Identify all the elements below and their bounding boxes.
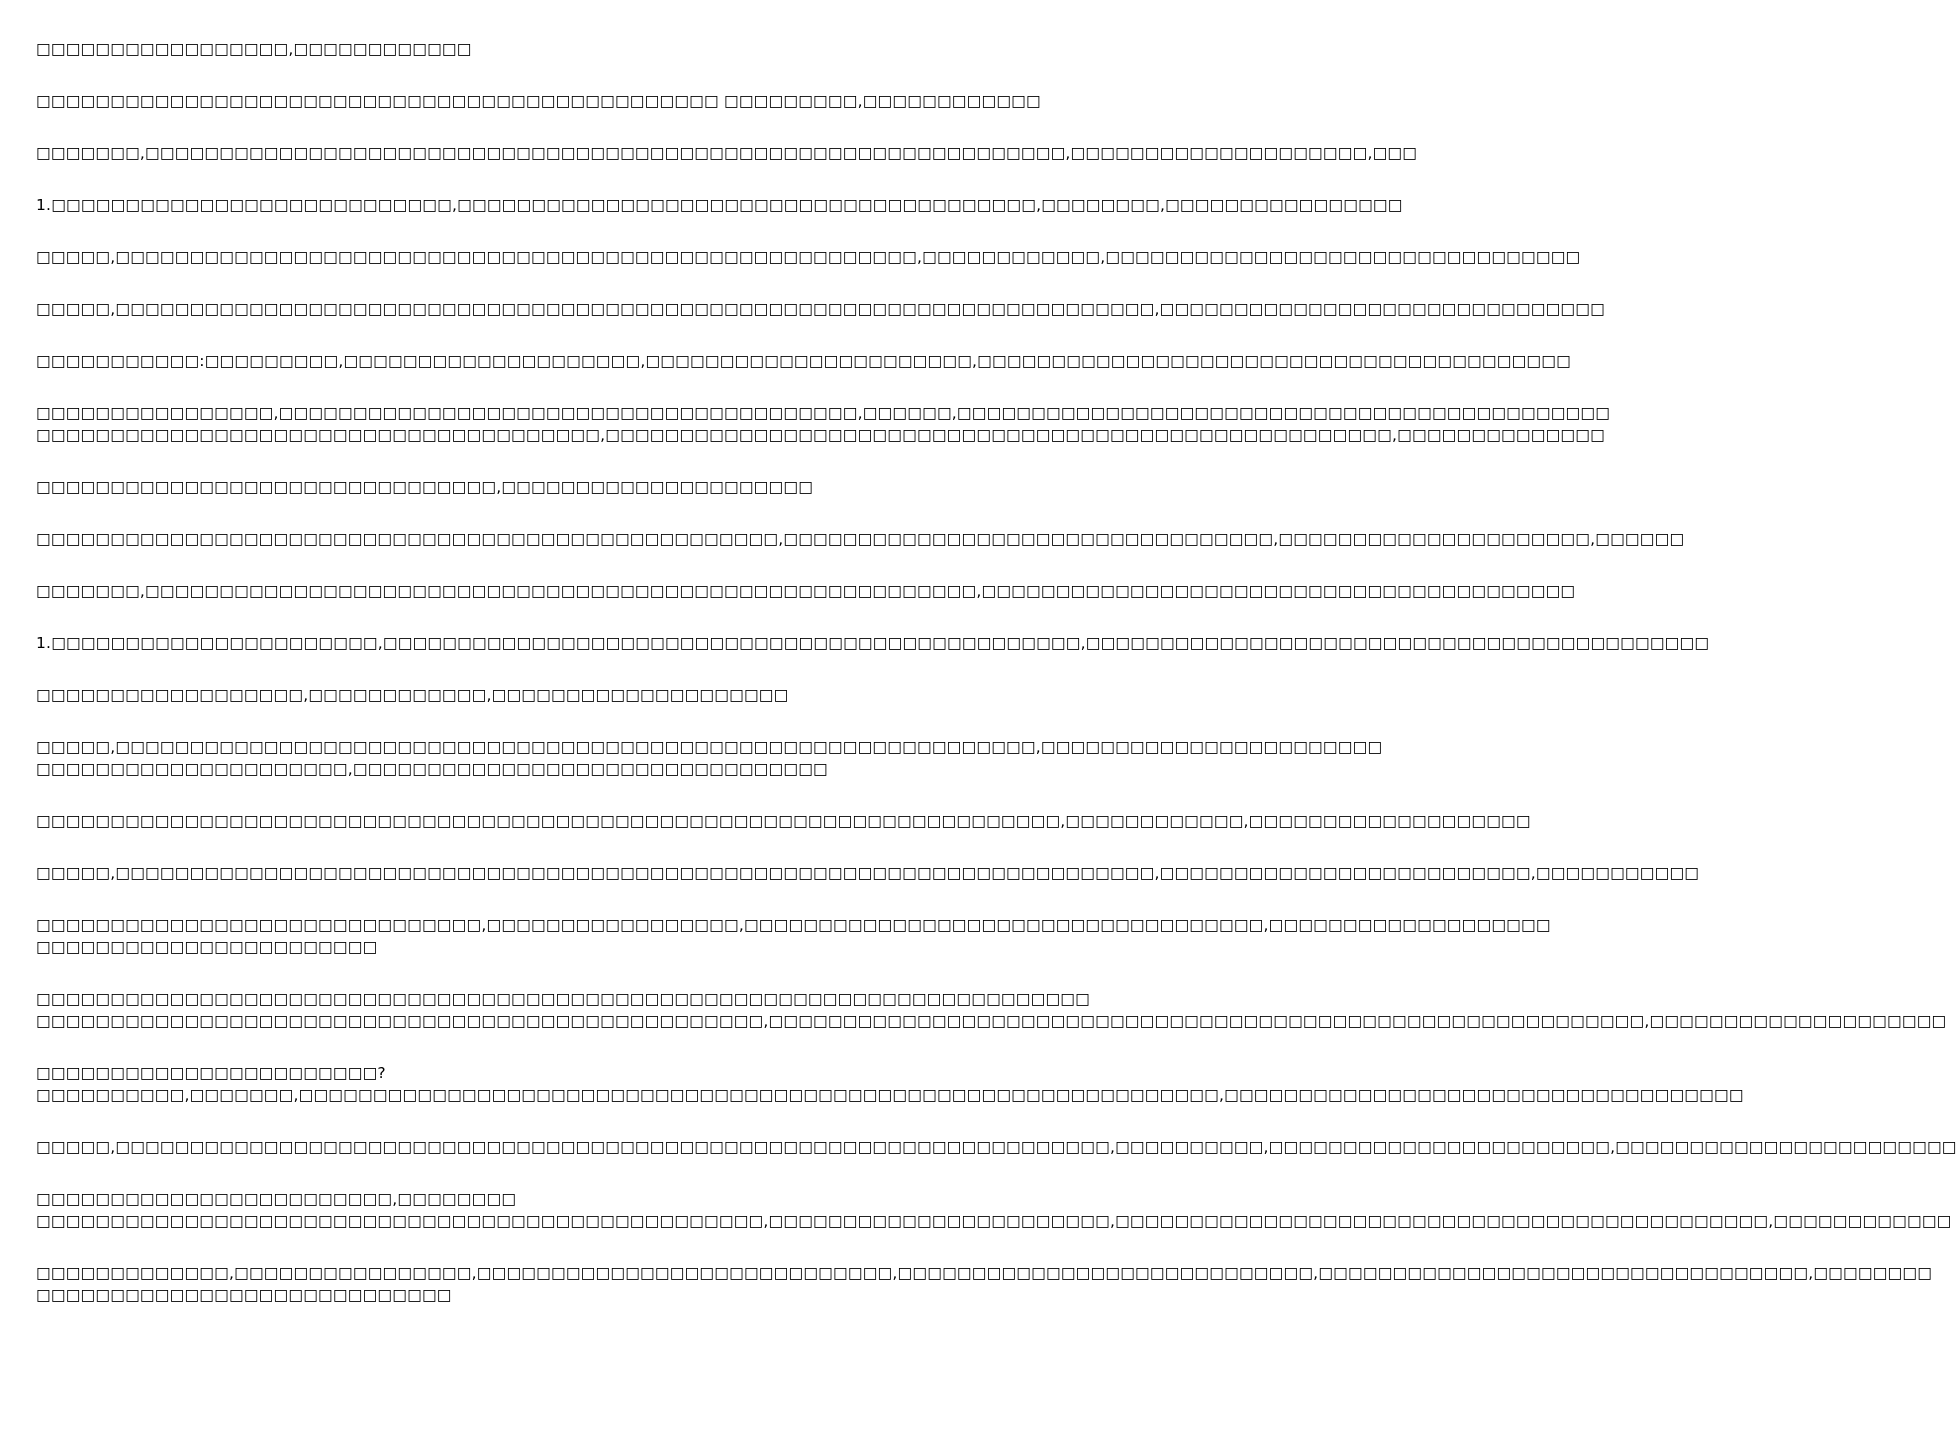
paragraph bbox=[36, 1188, 1952, 1232]
text-line: □□□□□□□□□□□□□□□□□□□□□□□□,□□□□□□□□ bbox=[36, 1190, 517, 1208]
paragraph bbox=[36, 246, 1581, 268]
text-line: □□□□□□□□□□□□□,□□□□□□□□□□□□□□□□,□□□□□□□□□□□□□□□□□□□□□□□□□□□□,□□□□□□□□□□□□□□□□□□□□□□□□□□□□,□□□□□□□□□□□□□□□□□□□□□□□□□□□□□□□□□,□□□□□□□□ bbox=[36, 1264, 1933, 1282]
text-line: □□□□□□□□□□,□□□□□□□,□□□□□□□□□□□□□□□□□□□□□□□□□□□□□□□□□□□□□□□□□□□□□□□□□□□□□□□□□□□□□□,□□□□□□□□□□□□□□□□□□□□□□□□□□□□□□□□□□□ bbox=[36, 1086, 1744, 1104]
paragraph bbox=[36, 194, 1403, 216]
text-line: □□□□□□□□□□□□□□□□□□□□□□□ bbox=[36, 938, 378, 956]
text-line: □□□□□,□□□□□□□□□□□□□□□□□□□□□□□□□□□□□□□□□□□□□□□□□□□□□□□□□□□□□□□□□□□□□□,□□□□□□□□□□□□□□□□□□□□□□□ bbox=[36, 738, 1383, 756]
text-line: □□□□□□□□□□□□□□□□□□□□□□□□□□□□□□□□□□□□□□□□□□□□□□□□□□,□□□□□□□□□□□□□□□□□□□□□□□□□□□□□□□□□,□□□□□□□□□□□□□□□□□□□□□,□□□□□□ bbox=[36, 530, 1685, 548]
text-line: □□□□□□□□□□□□□□□□□□□□□,□□□□□□□□□□□□□□□□□□□□□□□□□□□□□□□□ bbox=[36, 760, 828, 778]
document-body bbox=[36, 38, 1957, 1336]
text-line: □□□□□□□,□□□□□□□□□□□□□□□□□□□□□□□□□□□□□□□□□□□□□□□□□□□□□□□□□□□□□□□□,□□□□□□□□□□□□□□□□□□□□□□□□□□□□□□□□□□□□□□□□ bbox=[36, 582, 1576, 600]
paragraph bbox=[36, 1136, 1957, 1158]
text-line: □□□□□□□□□□□□□□□□□□□□□□□? bbox=[36, 1064, 386, 1082]
paragraph bbox=[36, 350, 1571, 372]
text-line: □□□□□□□□□□□□□□□□□□□□□□□□□□□□□□□,□□□□□□□□□□□□□□□□□□□□□ bbox=[36, 478, 814, 496]
paragraph bbox=[36, 402, 1611, 446]
text-line: □□□□□□□□□□□□□□□□□,□□□□□□□□□□□□ bbox=[36, 40, 472, 58]
paragraph bbox=[36, 580, 1576, 602]
text-line: □□□□□,□□□□□□□□□□□□□□□□□□□□□□□□□□□□□□□□□□□□□□□□□□□□□□□□□□□□□□,□□□□□□□□□□□□,□□□□□□□□□□□□□□□□□□□□□□□□□□□□□□□□ bbox=[36, 248, 1581, 266]
text-line: 1.□□□□□□□□□□□□□□□□□□□□□□,□□□□□□□□□□□□□□□□□□□□□□□□□□□□□□□□□□□□□□□□□□□□□□□,□□□□□□□□□□□□□□□□□□□□□□□□□□□□□□□□□□□□□□□□□□ bbox=[36, 634, 1710, 652]
text-line: □□□□□□□□□□□□□□□□,□□□□□□□□□□□□□□□□□□□□□□□□□□□□□□□□□□□□□□□,□□□□□□,□□□□□□□□□□□□□□□□□□□□□□□□□□□□□□□□□□□□□□□□□□□□ bbox=[36, 404, 1611, 422]
text-line: □□□□□,□□□□□□□□□□□□□□□□□□□□□□□□□□□□□□□□□□□□□□□□□□□□□□□□□□□□□□□□□□□□□□□□□□□,□□□□□□□□□□,□□□□□□□□□□□□□□□□□□□□□□□,□□□□□□□□□□□□□□□□□□□□□□□ bbox=[36, 1138, 1957, 1156]
text-line: □□□□□□□□□□□□□□□□□□,□□□□□□□□□□□□,□□□□□□□□□□□□□□□□□□□□ bbox=[36, 686, 789, 704]
text-line: □□□□□□□,□□□□□□□□□□□□□□□□□□□□□□□□□□□□□□□□□□□□□□□□□□□□□□□□□□□□□□□□□□□□□□,□□□□□□□□□□□□□□□□□□□□,□□□ bbox=[36, 144, 1418, 162]
text-line: □□□□□,□□□□□□□□□□□□□□□□□□□□□□□□□□□□□□□□□□□□□□□□□□□□□□□□□□□□□□□□□□□□□□□□□□□□□□,□□□□□□□□□□□□□□□□□□□□□□□□□,□□□□□□□□□□□ bbox=[36, 864, 1700, 882]
text-line: □□□□□,□□□□□□□□□□□□□□□□□□□□□□□□□□□□□□□□□□□□□□□□□□□□□□□□□□□□□□□□□□□□□□□□□□□□□□,□□□□□□□□□□□□□□□□□□□□□□□□□□□□□□ bbox=[36, 300, 1605, 318]
paragraph bbox=[36, 142, 1418, 164]
text-line: □□□□□□□□□□□□□□□□□□□□□□□□□□□□□□□□□□□□□□□□□□□□□□□□□□□□□□□□□□□□□□□□□□□□□,□□□□□□□□□□□□,□□□□□□□□□□□□□□□□□□□ bbox=[36, 812, 1531, 830]
paragraph bbox=[36, 528, 1685, 550]
paragraph bbox=[36, 914, 1551, 958]
text-line: □□□□□□□□□□□□□□□□□□□□□□□□□□□□□□□□□□□□□□□□□□□□□□ □□□□□□□□□,□□□□□□□□□□□□ bbox=[36, 92, 1041, 110]
text-line: 1.□□□□□□□□□□□□□□□□□□□□□□□□□□□,□□□□□□□□□□□□□□□□□□□□□□□□□□□□□□□□□□□□□□□,□□□□□□□□,□□□□□□□□□□□□□□□□ bbox=[36, 196, 1403, 214]
paragraph bbox=[36, 298, 1605, 320]
text-line: □□□□□□□□□□□□□□□□□□□□□□□□□□□□ bbox=[36, 1286, 452, 1304]
paragraph bbox=[36, 862, 1700, 884]
paragraph bbox=[36, 632, 1710, 654]
paragraph bbox=[36, 810, 1531, 832]
text-line: □□□□□□□□□□□□□□□□□□□□□□□□□□□□□□,□□□□□□□□□□□□□□□□□,□□□□□□□□□□□□□□□□□□□□□□□□□□□□□□□□□□□,□□□□□□□□□□□□□□□□□□□ bbox=[36, 916, 1551, 934]
paragraph bbox=[36, 736, 1383, 780]
paragraph bbox=[36, 38, 990, 60]
paragraph bbox=[36, 1262, 1933, 1306]
text-line: □□□□□□□□□□□□□□□□□□□□□□□□□□□□□□□□□□□□□□□□□□□□□□□□□,□□□□□□□□□□□□□□□□□□□□□□□□□□□□□□□□□□□□□□□□□□□□□□□□□□□□□□□□□□□,□□□□□□□□□□□□□□□□□□□□ bbox=[36, 1012, 1947, 1030]
paragraph bbox=[36, 988, 1947, 1032]
paragraph bbox=[36, 1062, 1744, 1106]
text-line: □□□□□□□□□□□:□□□□□□□□□,□□□□□□□□□□□□□□□□□□□□,□□□□□□□□□□□□□□□□□□□□□□,□□□□□□□□□□□□□□□□□□□□□□□□□□□□□□□□□□□□□□□□ bbox=[36, 352, 1571, 370]
paragraph bbox=[36, 684, 990, 706]
text-line: □□□□□□□□□□□□□□□□□□□□□□□□□□□□□□□□□□□□□□□□□□□□□□□□□□□□□□□□□□□□□□□□□□□□□□□ bbox=[36, 990, 1090, 1008]
text-line: □□□□□□□□□□□□□□□□□□□□□□□□□□□□□□□□□□□□□□,□□□□□□□□□□□□□□□□□□□□□□□□□□□□□□□□□□□□□□□□□□□□□□□□□□□□□,□□□□□□□□□□□□□□ bbox=[36, 426, 1605, 444]
paragraph bbox=[36, 90, 1041, 112]
text-line: □□□□□□□□□□□□□□□□□□□□□□□□□□□□□□□□□□□□□□□□□□□□□□□□□,□□□□□□□□□□□□□□□□□□□□□□□,□□□□□□□□□□□□□□□□□□□□□□□□□□□□□□□□□□□□□□□□□□□□,□□□□□□□□□□□□ bbox=[36, 1212, 1952, 1230]
paragraph bbox=[36, 476, 990, 498]
